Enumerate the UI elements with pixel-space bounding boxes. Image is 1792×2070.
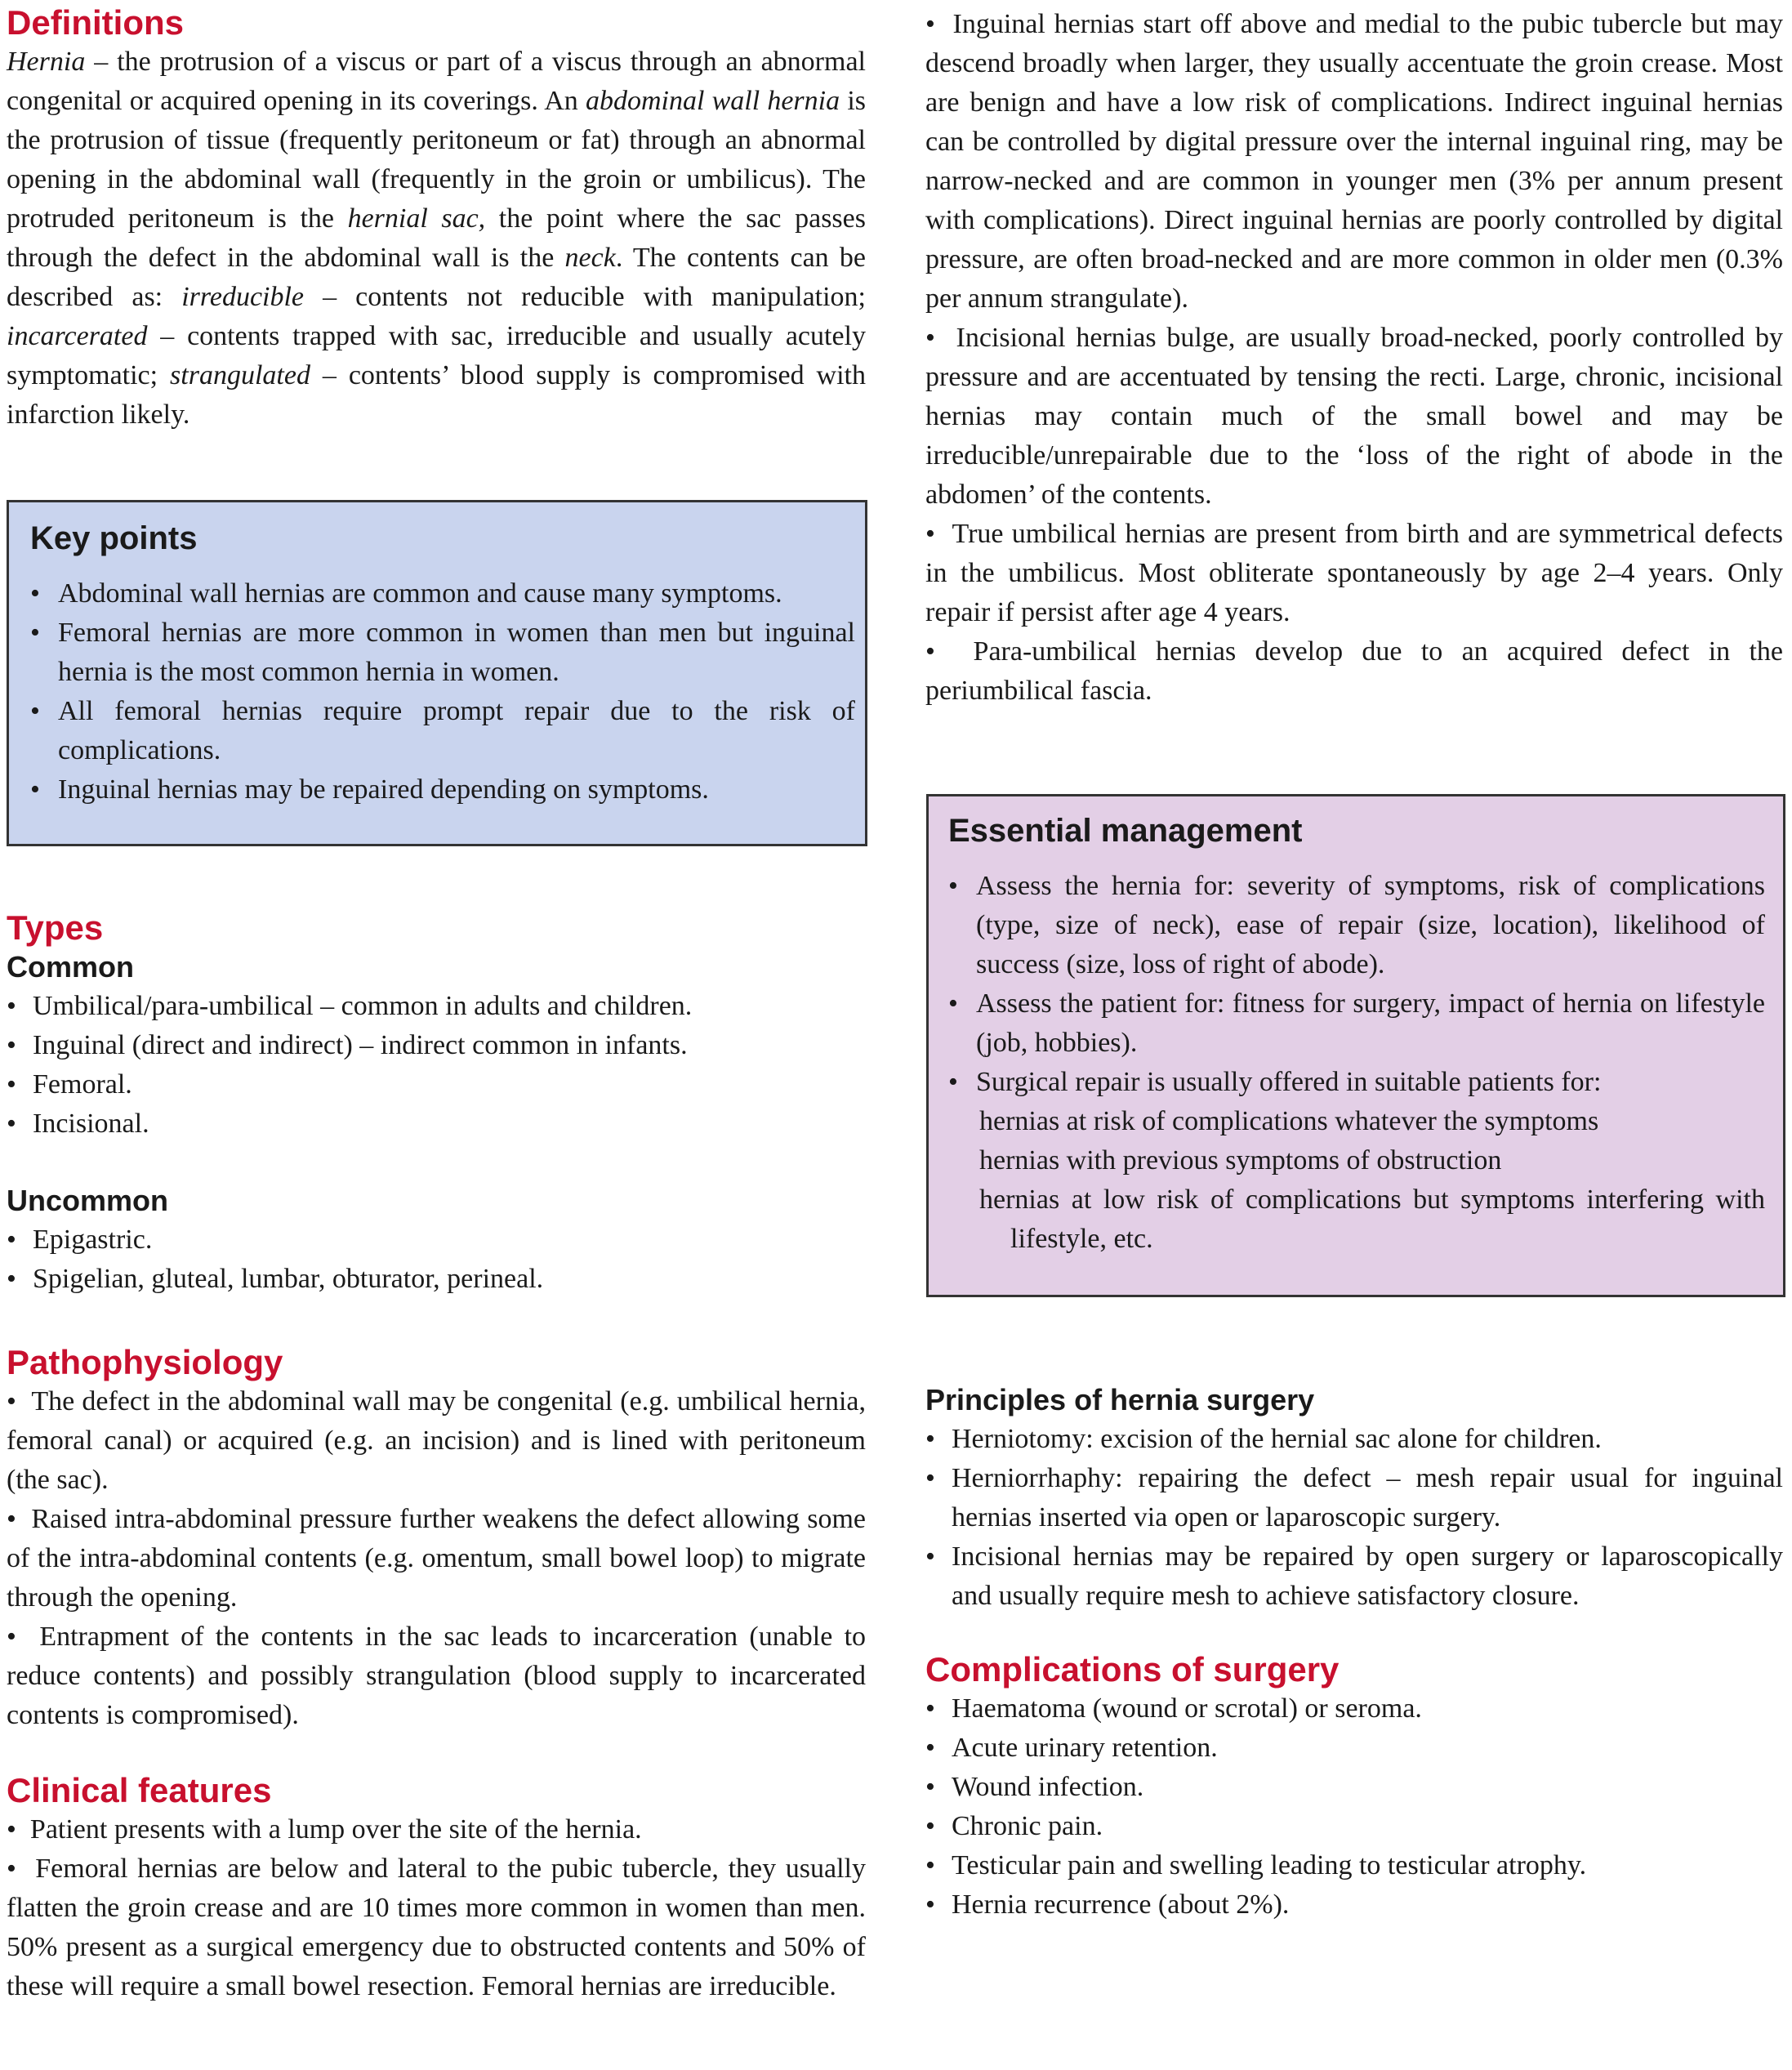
definitions-heading: Definitions [7, 3, 184, 42]
list-item: • Assess the patient for: fitness for surgery, impact of hernia on lifestyle (job, hobbies). [948, 984, 1765, 1063]
definition-text: – contents’ blood supply is compromised with infarction likely. [7, 360, 866, 430]
pathophysiology-heading: Pathophysiology [7, 1343, 283, 1381]
principles-heading: Principles of hernia surgery [925, 1383, 1315, 1416]
list-item: • Inguinal (direct and indirect) – indirect common in infants. [7, 1026, 866, 1065]
list-item: • Assess the hernia for: severity of symptoms, risk of complications (type, size of neck), ease of repair (size, location), likelihood of success (size, loss of right of abode). [948, 867, 1765, 984]
pathophysiology-section [7, 1343, 866, 1735]
key-point-item: • Femoral hernias are more common in women than men but inguinal hernia is the most common hernia in women. [30, 613, 855, 692]
definition-term: Hernia [7, 47, 86, 77]
list-item: • Incisional hernias may be repaired by open surgery or laparoscopically and usually require mesh to achieve satisfactory closure. [925, 1537, 1783, 1616]
key-points-list [30, 574, 855, 810]
list-item: • Epigastric. [7, 1220, 866, 1260]
definition-term: neck [564, 243, 616, 273]
sub-list-item: hernias at risk of complications whatever the symptoms [979, 1106, 1599, 1136]
list-item: • Herniorrhaphy: repairing the defect – mesh repair usual for inguinal hernias inserted via open or laparoscopic surgery. [925, 1459, 1783, 1537]
list-item: • Incisional hernias bulge, are usually broad-necked, poorly controlled by pressure and are accentuated by tensing the recti. Large, chronic, incisional hernias may contain much of the small bowel and may be irreducible/unrepairable due to the ‘loss of the right of abode in the abdomen’ of the contents. [925, 319, 1783, 515]
types-common-heading: Common [7, 950, 134, 984]
types-uncommon-heading: Uncommon [7, 1184, 168, 1217]
pathophysiology-list [7, 1382, 866, 1735]
definition-text: is the protrusion of tissue (frequently peritoneum or fat) through an abnormal opening in the abdominal wall (frequently in the groin or umbilicus). The protruded peritoneum is the [7, 86, 866, 234]
definition-text: the point where the sac passes through the defect in the abdominal wall is the [7, 203, 866, 273]
clinical-features-section [7, 1771, 866, 2006]
clinical-features-continued [925, 5, 1783, 711]
definition-term: hernial sac, [347, 203, 486, 234]
types-common-list [7, 987, 866, 1144]
principles-section [925, 1381, 1783, 1616]
complications-section [925, 1650, 1783, 1925]
list-item: • Entrapment of the contents in the sac leads to incarceration (unable to reduce contents) and possibly strangulation (blood supply to incarcerated contents is compromised). [7, 1617, 866, 1735]
list-item: • Testicular pain and swelling leading to testicular atrophy. [925, 1846, 1783, 1885]
clinical-features-heading: Clinical features [7, 1771, 272, 1809]
key-point-item: • Inguinal hernias may be repaired depending on symptoms. [30, 770, 855, 810]
definition-term: irreducible [181, 282, 305, 312]
clinical-continued-list [925, 5, 1783, 711]
list-item: • Haematoma (wound or scrotal) or seroma. [925, 1689, 1783, 1729]
complications-heading: Complications of surgery [925, 1650, 1340, 1689]
list-item: • Hernia recurrence (about 2%). [925, 1885, 1783, 1925]
essential-management-box [926, 794, 1785, 1297]
list-item: • Femoral. [7, 1065, 866, 1104]
list-item: • Surgical repair is usually offered in suitable patients for: [948, 1063, 1765, 1102]
list-item: • Patient presents with a lump over the site of the hernia. [7, 1810, 866, 1849]
essential-management-heading: Essential management [948, 813, 1303, 849]
sub-list-item: hernias with previous symptoms of obstruction [979, 1145, 1502, 1176]
principles-list [925, 1420, 1783, 1616]
definition-text: – the protrusion of a viscus or part of a viscus through an abnormal congenital or acquired opening in its coverings. An [7, 47, 866, 116]
complications-list [925, 1689, 1783, 1925]
key-points-box [7, 500, 867, 846]
list-item: • Raised intra-abdominal pressure further weakens the defect allowing some of the intra-abdominal contents (e.g. omentum, small bowel loop) to migrate through the opening. [7, 1500, 866, 1617]
definition-text: – contents not reducible with manipulation; [304, 282, 867, 312]
definition-term: strangulated [170, 360, 310, 390]
essential-management-sublist [948, 1102, 1765, 1259]
definitions-paragraph [7, 42, 866, 435]
types-heading: Types [7, 908, 104, 947]
list-item: • Chronic pain. [925, 1807, 1783, 1846]
list-item: • Acute urinary retention. [925, 1729, 1783, 1768]
key-point-item: • Abdominal wall hernias are common and cause many symptoms. [30, 574, 855, 613]
key-points-heading: Key points [30, 520, 198, 556]
types-uncommon-list [7, 1220, 866, 1299]
list-item: • Para-umbilical hernias develop due to an acquired defect in the periumbilical fascia. [925, 632, 1783, 711]
definition-term: incarcerated [7, 321, 148, 351]
essential-management-list [948, 867, 1765, 1102]
list-item: • Femoral hernias are below and lateral to the pubic tubercle, they usually flatten the groin crease and are 10 times more common in women than men. 50% present as a surgical emergency due to obstructed contents and 50% of these will require a small bowel resection. Femoral hernias are irreducible. [7, 1849, 866, 2006]
list-item: • Spigelian, gluteal, lumbar, obturator, perineal. [7, 1260, 866, 1299]
list-item: • The defect in the abdominal wall may be congenital (e.g. umbilical hernia, femoral canal) or acquired (e.g. an incision) and is lined with peritoneum (the sac). [7, 1382, 866, 1500]
sub-list-item: hernias at low risk of complications but symptoms interfering with lifestyle, etc. [979, 1184, 1765, 1254]
clinical-features-list [7, 1810, 866, 2006]
definition-term: abdominal wall hernia [585, 86, 840, 116]
list-item: • Herniotomy: excision of the hernial sac alone for children. [925, 1420, 1783, 1459]
list-item: • Incisional. [7, 1104, 866, 1144]
list-item: • Wound infection. [925, 1768, 1783, 1807]
definition-text: . The contents can be described as: [7, 243, 866, 312]
definition-text: – contents trapped with sac, irreducible and usually acutely symptomatic; [7, 321, 866, 390]
list-item: • Umbilical/para-umbilical – common in adults and children. [7, 987, 866, 1026]
definitions-section [7, 3, 866, 435]
list-item: • Inguinal hernias start off above and medial to the pubic tubercle but may descend broadly when larger, they usually accentuate the groin crease. Most are benign and have a low risk of complications. Indirect inguinal hernias can be controlled by digital pressure over the internal inguinal ring, may be narrow-necked and are common in younger men (3% per annum present with complications). Direct inguinal hernias are poorly controlled by digital pressure, are often broad-necked and are more common in older men (0.3% per annum strangulate). [925, 5, 1783, 319]
list-item: • True umbilical hernias are present from birth and are symmetrical defects in the umbilicus. Most obliterate spontaneously by age 2–4 years. Only repair if persist after age 4 years. [925, 515, 1783, 632]
types-section [7, 908, 866, 1299]
key-point-item: • All femoral hernias require prompt repair due to the risk of complications. [30, 692, 855, 770]
